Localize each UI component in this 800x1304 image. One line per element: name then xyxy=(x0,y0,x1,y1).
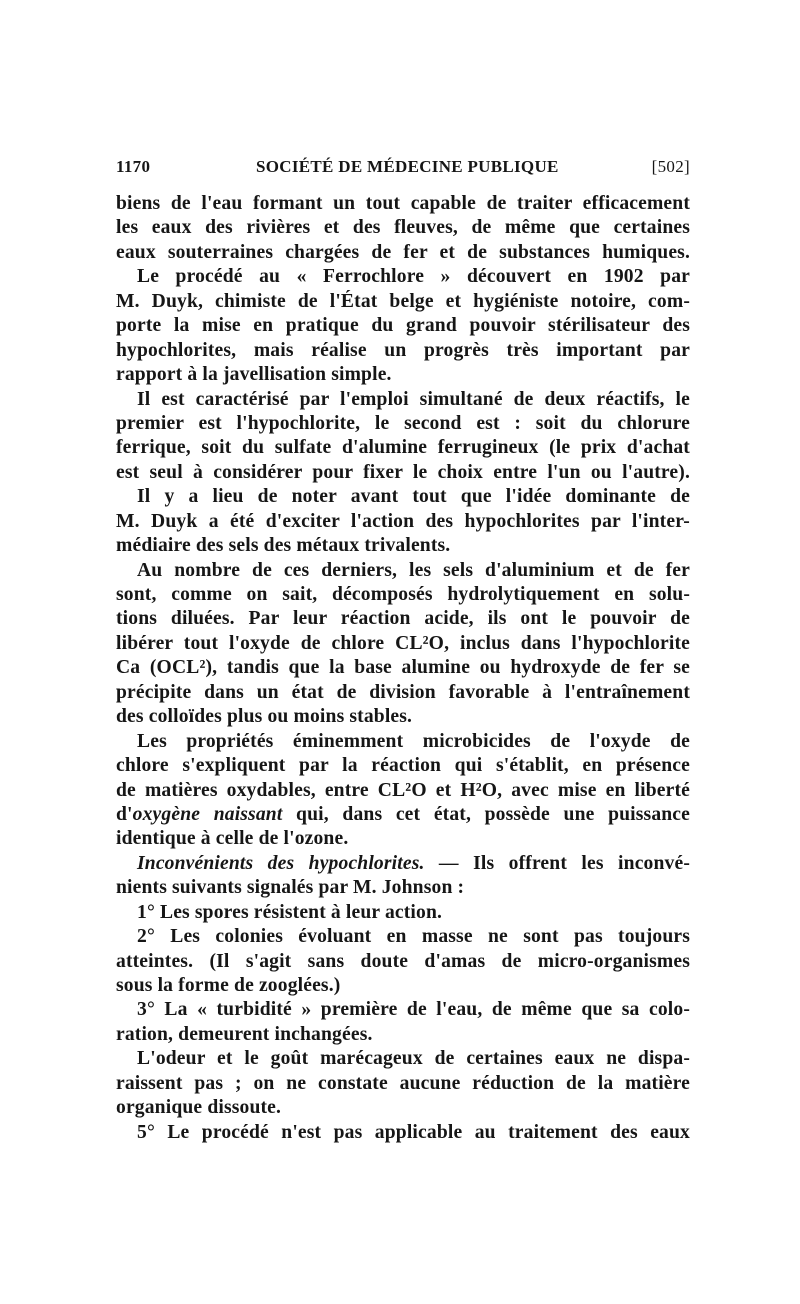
text-line: M. Duyk, chimiste de l'État belge et hygiéniste notoire, com- xyxy=(116,290,690,312)
list-item: 1° Les spores résistent à leur action. xyxy=(137,901,443,923)
text-line: raissent pas ; on ne constate aucune réduction de la matière xyxy=(116,1072,690,1094)
text-line: sont, comme on sait, décomposés hydrolytiquement en solu- xyxy=(116,584,690,605)
list-item: L'odeur et le goût marécageux de certaines eaux ne dispa- xyxy=(137,1048,690,1070)
text-line: porte la mise en pratique du grand pouvoir stérilisateur des xyxy=(116,315,690,337)
text-line: Les propriétés éminemment microbicides de l'oxyde de xyxy=(137,730,690,752)
text-line: eaux souterraines chargées de fer et de substances humiques. xyxy=(116,241,690,263)
text-line: libérer tout l'oxyde de chlore CL²O, inclus dans l'hypochlorite xyxy=(116,632,690,654)
text-line: ration, demeurent inchangées. xyxy=(116,1023,373,1045)
text-line: des colloïdes plus ou moins stables. xyxy=(116,706,413,728)
text-line: atteintes. (Il s'agit sans doute d'amas de micro-organismes xyxy=(116,950,690,972)
text-line: de matières oxydables, entre CL²O et H²O, avec mise en liberté xyxy=(116,779,690,801)
text-line: hypochlorites, mais réalise un progrès très important par xyxy=(116,339,690,361)
text-line-start: d' xyxy=(116,803,133,825)
journal-title: SOCIÉTÉ DE MÉDECINE PUBLIQUE xyxy=(256,157,559,176)
running-header xyxy=(116,157,690,181)
text-line: M. Duyk a été d'exciter l'action des hypochlorites par l'inter- xyxy=(116,510,690,532)
italic-phrase: oxygène naissant xyxy=(132,803,283,825)
text-line-end: — Ils offrent les inconvé- xyxy=(424,852,690,874)
text-line xyxy=(116,803,690,827)
text-line: Il est caractérisé par l'emploi simultané de deux réactifs, le xyxy=(137,388,690,410)
text-line: Il y a lieu de noter avant tout que l'idée dominante de xyxy=(137,486,690,508)
section-heading-line xyxy=(116,852,690,876)
text-line: médiaire des sels des métaux trivalents. xyxy=(116,535,451,557)
list-item: 5° Le procédé n'est pas applicable au traitement des eaux xyxy=(137,1121,690,1143)
text-line: tions diluées. Par leur réaction acide, ils ont le pouvoir de xyxy=(116,608,690,630)
text-line: biens de l'eau formant un tout capable de traiter efficacement xyxy=(116,193,690,214)
text-line: Au nombre de ces derniers, les sels d'aluminium et de fer xyxy=(137,559,690,581)
text-line: précipite dans un état de division favorable à l'entraînement xyxy=(116,681,690,703)
page-number: 1170 xyxy=(116,157,151,176)
text-line: ferrique, soit du sulfate d'alumine ferrugineux (le prix d'achat xyxy=(116,437,690,459)
text-line: Le procédé au « Ferrochlore » découvert en 1902 par xyxy=(137,266,690,288)
original-page-number: [502] xyxy=(651,157,690,176)
text-line: identique à celle de l'ozone. xyxy=(116,828,349,850)
text-line: les eaux des rivières et des fleuves, de même que certaines xyxy=(116,217,690,239)
text-line: rapport à la javellisation simple. xyxy=(116,364,392,386)
text-line: premier est l'hypochlorite, le second est : soit du chlorure xyxy=(116,412,690,434)
text-line: chlore s'expliquent par la réaction qui s'établit, en présence xyxy=(116,755,690,777)
body-text xyxy=(116,192,690,1145)
text-line: Ca (OCL²), tandis que la base alumine ou hydroxyde de fer se xyxy=(116,657,690,679)
text-line: est seul à considérer pour fixer le choix entre l'un ou l'autre). xyxy=(116,461,690,483)
text-line: sous la forme de zooglées.) xyxy=(116,975,341,996)
list-item: 3° La « turbidité » première de l'eau, de même que sa colo- xyxy=(137,999,690,1021)
text-line-end: qui, dans cet état, possède une puissance xyxy=(282,803,690,825)
text-line: nients suivants signalés par M. Johnson : xyxy=(116,877,465,899)
list-item: 2° Les colonies évoluant en masse ne sont pas toujours xyxy=(137,926,690,948)
section-heading: Inconvénients des hypochlorites. xyxy=(137,852,425,874)
text-line: organique dissoute. xyxy=(116,1097,282,1119)
